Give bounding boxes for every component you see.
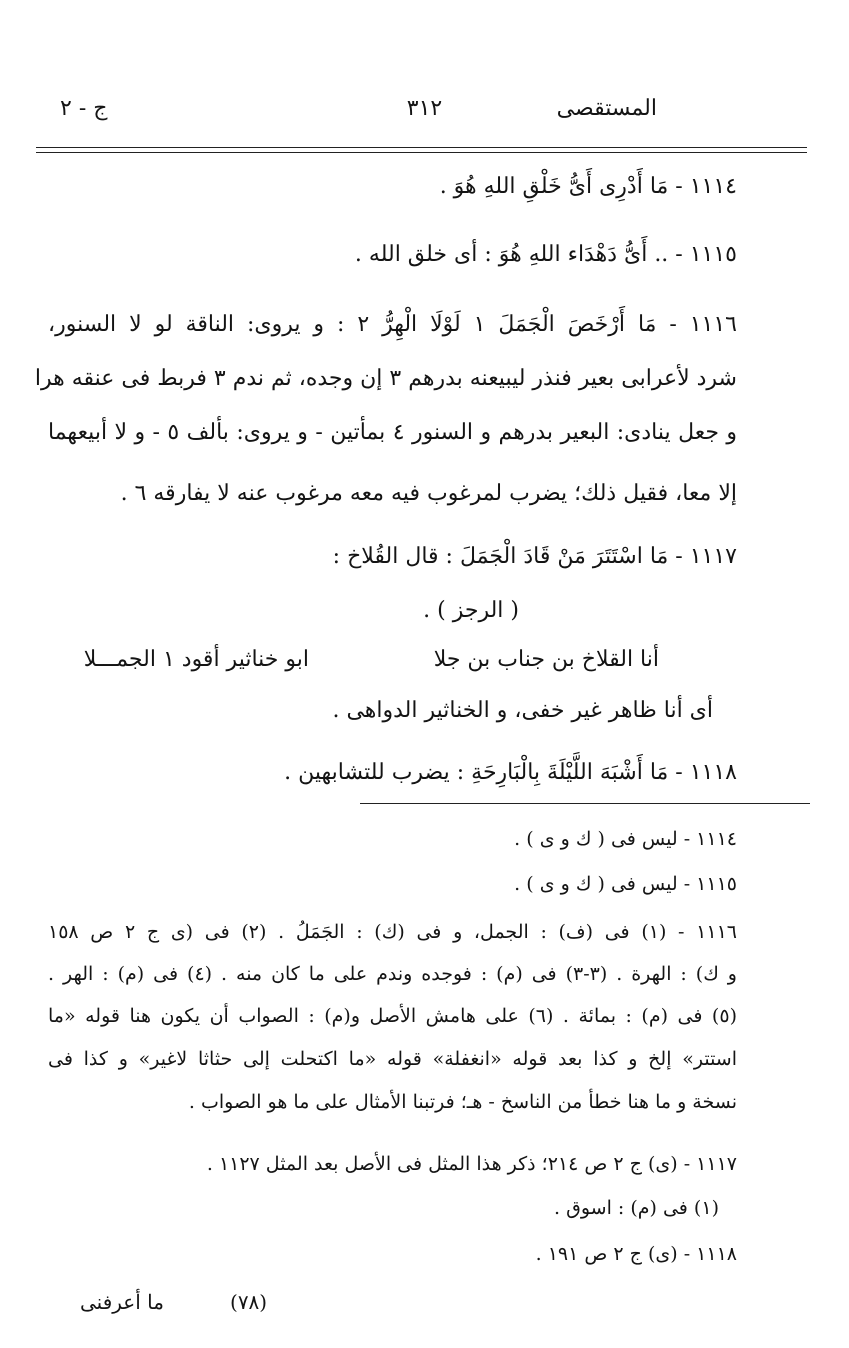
entry-1116-line-4: إلا معا، فقيل ذلك؛ يضرب لمرغوب فيه معه مرغوب عنه لا يفارقه ٦ . [120,481,737,506]
footnote-1118: ١١١٨ - (ى) ج ٢ ص ١٩١ . [535,1243,737,1265]
entry-1117-line-1: ١١١٧ - مَا اسْتَتَرَ مَنْ قَادَ الْجَمَلَ : قال القُلاخ : [332,544,737,569]
verse-hemistich-1: أنا القلاخ بن جناب بن جلا [433,647,659,672]
header-rule-top [36,147,807,148]
header-rule-bottom [36,152,807,153]
entry-1114: ١١١٤ - مَا أَدْرِى أَىُّ خَلْقِ اللهِ هُوَ . [439,174,737,199]
entry-1116-line-2: شرد لأعرابى بعير فنذر ليبيعنه بدرهم ٣ إن وجده، ثم ندم ٣ فربط فى عنقه هرا [34,366,737,391]
footnote-1115: ١١١٥ - ليس فى ( ك و ى ) . [514,873,737,895]
footnote-1117-line-2: (١) فى (م) : اسوق . [554,1197,719,1219]
footnote-1116-line-3: (٥) فى (م) : بمائة . (٦) على هامش الأصل و(م) : الصواب أن يكون هنا قوله «ما [48,1005,737,1027]
page-header [40,96,809,136]
catchword: ما أعرفنى [80,1290,164,1314]
footnote-1114: ١١١٤ - ليس فى ( ك و ى ) . [514,828,737,850]
footnote-1116-line-5: نسخة و ما هنا خطأ من الناسخ - هـ؛ فرتبنا الأمثال على ما هو الصواب . [188,1091,737,1113]
entry-1116-line-1: ١١١٦ - مَا أَرْخَصَ الْجَمَلَ ١ لَوْلَا الْهِرُّ ٢ : و يروى: الناقة لو لا السنور، [48,312,737,337]
footnote-1116-line-1: ١١١٦ - (١) فى (ف) : الجمل، و فى (ك) : الجَمَلُ . (٢) فى (ى ج ٢ ص ١٥٨ [48,921,737,943]
verse-hemistich-2: ابو خناثير أقود ١ الجمـــلا [83,647,309,672]
entry-1118: ١١١٨ - مَا أَشْبَهَ اللَّيْلَةَ بِالْبَارِحَةِ : يضرب للتشابهين . [284,760,737,785]
entry-1115: ١١١٥ - .. أَىُّ دَهْدَاء اللهِ هُوَ : أى خلق الله . [354,242,737,267]
footnote-1117-line-1: ١١١٧ - (ى) ج ٢ ص ٢١٤؛ ذكر هذا المثل فى الأصل بعد المثل ١١٢٧ . [206,1153,737,1175]
footnote-1116-line-4: استتر» إلخ و كذا بعد قوله «انغفلة» قوله «ما اكتحلت إلى حثاثا لاغير» و كذا فى [48,1048,737,1070]
volume-label: ج - ٢ [60,96,108,121]
footnote-separator [360,803,810,804]
page-number: ٣١٢ [406,96,443,121]
entry-1117-meter: ( الرجز ) . [423,598,519,623]
signature-mark: (٧٨) [230,1290,268,1314]
book-title: المستقصى [556,96,657,121]
entry-1116-line-3: و جعل ينادى: البعير بدرهم و السنور ٤ بمأتين - و يروى: بألف ٥ - و لا أبيعهما [48,420,737,445]
footnote-1116-line-2: و ك) : الهرة . (٣-٣) فى (م) : فوجده وندم على ما كان منه . (٤) فى (م) : الهر . [48,963,737,985]
entry-1117-gloss: أى أنا ظاهر غير خفى، و الخناثير الدواهى . [332,698,713,723]
